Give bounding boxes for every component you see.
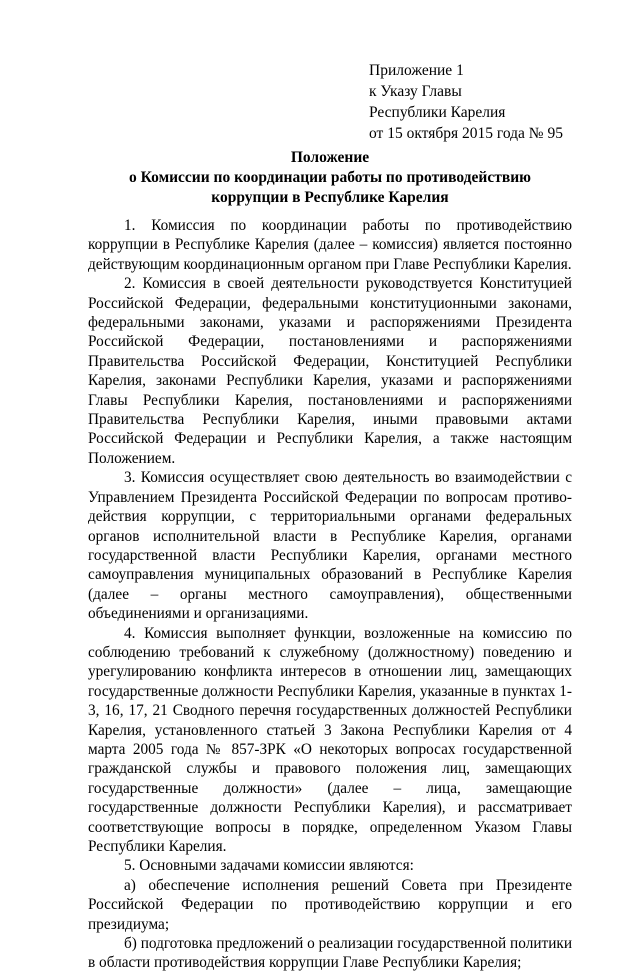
appendix-line: от 15 октября 2015 года № 95 (369, 125, 563, 142)
paragraph-5: 5. Основными задачами комиссии являются: (124, 857, 414, 875)
document-title (80, 148, 580, 208)
title-line: коррупции в Республике Карелия (211, 189, 449, 206)
title-line: о Комиссии по координации работы по противодействию (129, 169, 531, 186)
paragraph-1: 1. Комиссия по координации работы по противодействию коррупции в Республике Карелия (далее – комиссия) является постоянно действующим координационным органом при Главе Республики Карелия. (88, 217, 572, 273)
appendix-line: Приложение 1 (369, 62, 464, 79)
appendix-header (369, 60, 609, 144)
document-body (88, 216, 572, 973)
paragraph-5a: а) обеспечение исполнения решений Совета при Президенте Российской Федерации по противодействию коррупции и его президиума; (88, 876, 572, 933)
paragraph-5b: б) подготовка предложений о реализации государственной политики в области противодействия коррупции Главе Республики Карелия; (88, 935, 572, 972)
paragraph-4: 4. Комиссия выполняет функции, возложенные на комиссию по соблюдению требований к служебному (должностному) поведению и урегулированию конфликта интересов в отношении лиц, замещающих государственные должности Республики Карелия, указанные в пунктах 1-3, 16, 17, 21 Сводного перечня государственных должностей Республики Карелия, установленного статьей 3 Закона Республики Карелия от 4 марта 2005 года № 857-ЗРК «О некоторых вопросах государственной гражданской службы и правового положения лиц, замещающих государственные должности» (далее – лица, замещающие государственные должности Республики Карелия), и рассматривает соответствующие вопросы в порядке, определенном Указом Главы Республики Карелия. (88, 624, 572, 855)
paragraph-3: 3. Комиссия осуществляет свою деятельность во взаимодействии с Управлением Президента Российской Федерации по вопросам противо-действия коррупции, с территориальными органами федеральных органов исполнительной власти в Республике Карелия, органами государственной власти Республики Карелия, органами местного самоуправления муниципальных образований в Республике Карелия (далее – органы местного самоуправления), общественными объединениями и организациями. (88, 469, 572, 623)
appendix-line: к Указу Главы (369, 83, 462, 100)
appendix-line: Республики Карелия (369, 104, 506, 121)
title-line: Положение (290, 149, 370, 166)
paragraph-2: 2. Комиссия в своей деятельности руководствуется Конституцией Российской Федерации, федеральными конституционными законами, федеральными законами, указами и распоряжениями Президента Российской Федерации, постановлениями и распоряжениями Правительства Российской Федерации, Конституцией Республики Карелия, законами Республики Карелия, указами и распоряжениями Главы Республики Карелия, постановлениями и распоряжениями Правительства Республики Карелия, иными правовыми актами Российской Федерации и Республики Карелия, а также настоящим Положением. (88, 275, 572, 467)
